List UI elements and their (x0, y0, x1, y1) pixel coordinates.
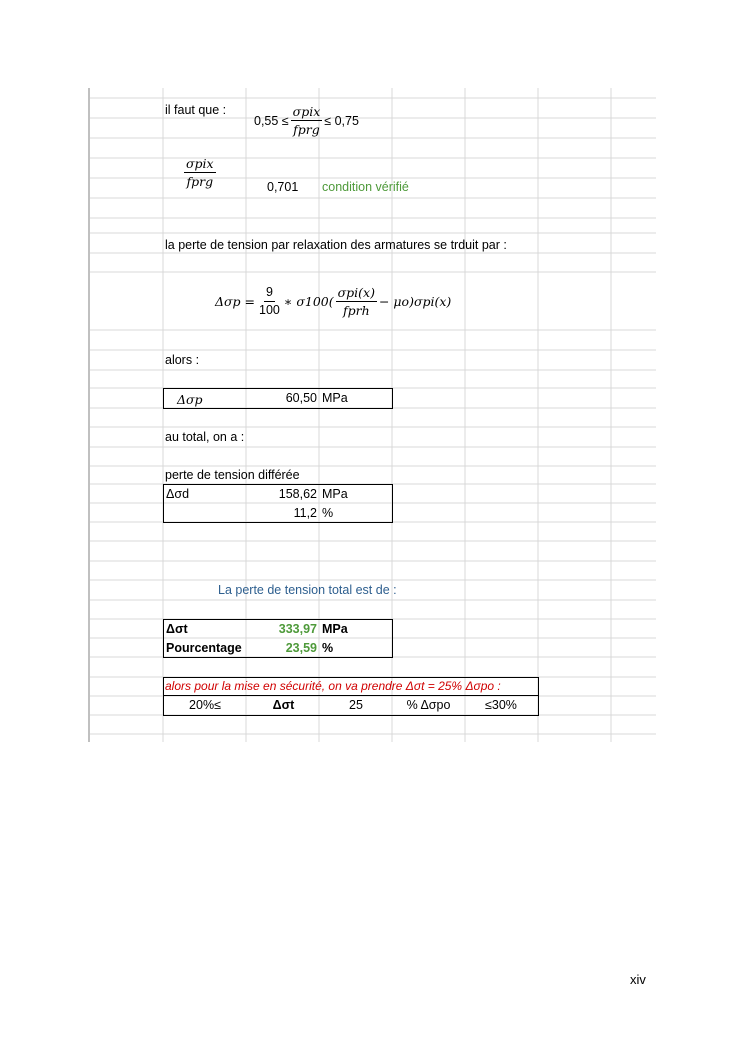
deferred-loss-percent-value: 11,2 (293, 506, 317, 520)
relaxation-formula (215, 285, 451, 318)
condition-inequality (254, 104, 359, 137)
total-loss-heading: La perte de tension total est de : (218, 583, 397, 597)
formula-coefficient (257, 285, 282, 318)
formula-coef-denominator: 100 (259, 303, 280, 317)
range-unit: % Δσpo (406, 698, 451, 712)
deferred-loss-unit: MPa (322, 487, 348, 501)
range-min: 20%≤ (189, 698, 221, 712)
ratio-numerator: σpix (186, 156, 214, 171)
ratio-value: 0,701 (267, 180, 299, 194)
formula-lhs: Δσp = (215, 294, 256, 309)
ratio-fraction (182, 156, 218, 189)
formula-coef-numerator: 9 (264, 285, 275, 302)
formula-fraction (336, 285, 377, 318)
formula-middle: ∗ σ100( (283, 294, 334, 309)
au-total-label: au total, on a : (165, 430, 245, 444)
total-loss-value: 333,97 (278, 622, 317, 636)
percentage-unit: % (322, 641, 334, 655)
inequality-lower-bound: 0,55 ≤ (254, 113, 289, 128)
alors-label: alors : (165, 353, 200, 367)
relaxation-loss-unit: MPa (322, 391, 348, 405)
ratio-denominator: fprg (186, 174, 214, 189)
range-variable: Δσt (272, 698, 295, 712)
deferred-loss-label: Δσd (166, 487, 190, 501)
deferred-loss-title: perte de tension différée (165, 468, 300, 482)
inequality-fraction (291, 104, 323, 137)
total-loss-label: Δσt (166, 622, 188, 636)
formula-numerator: σpi(x) (337, 285, 375, 300)
range-value: 25 (349, 698, 363, 712)
deferred-loss-percent-unit: % (322, 506, 334, 520)
relaxation-loss-value: 60,50 (285, 391, 317, 405)
deferred-loss-value: 158,62 (278, 487, 317, 501)
total-loss-unit: MPa (322, 622, 348, 636)
security-note: alors pour la mise en sécurité, on va prendre Δσt = 25% Δσpo : (165, 679, 501, 693)
formula-denominator: fprh (342, 303, 370, 318)
percentage-label: Pourcentage (166, 641, 242, 655)
page-number: xiv (630, 972, 646, 987)
inequality-denominator: fprg (293, 122, 320, 137)
relaxation-loss-label: Δσp (177, 392, 203, 407)
condition-status: condition vérifié (322, 180, 409, 194)
condition-label: il faut que : (165, 103, 227, 117)
formula-tail: − μo)σpi(x) (378, 294, 452, 309)
relaxation-intro: la perte de tension par relaxation des armatures se trduit par : (165, 238, 507, 252)
percentage-value: 23,59 (285, 641, 317, 655)
inequality-upper-bound: ≤ 0,75 (324, 113, 359, 128)
range-max: ≤30% (485, 698, 517, 712)
security-divider (164, 695, 538, 696)
inequality-numerator: σpix (292, 104, 321, 119)
